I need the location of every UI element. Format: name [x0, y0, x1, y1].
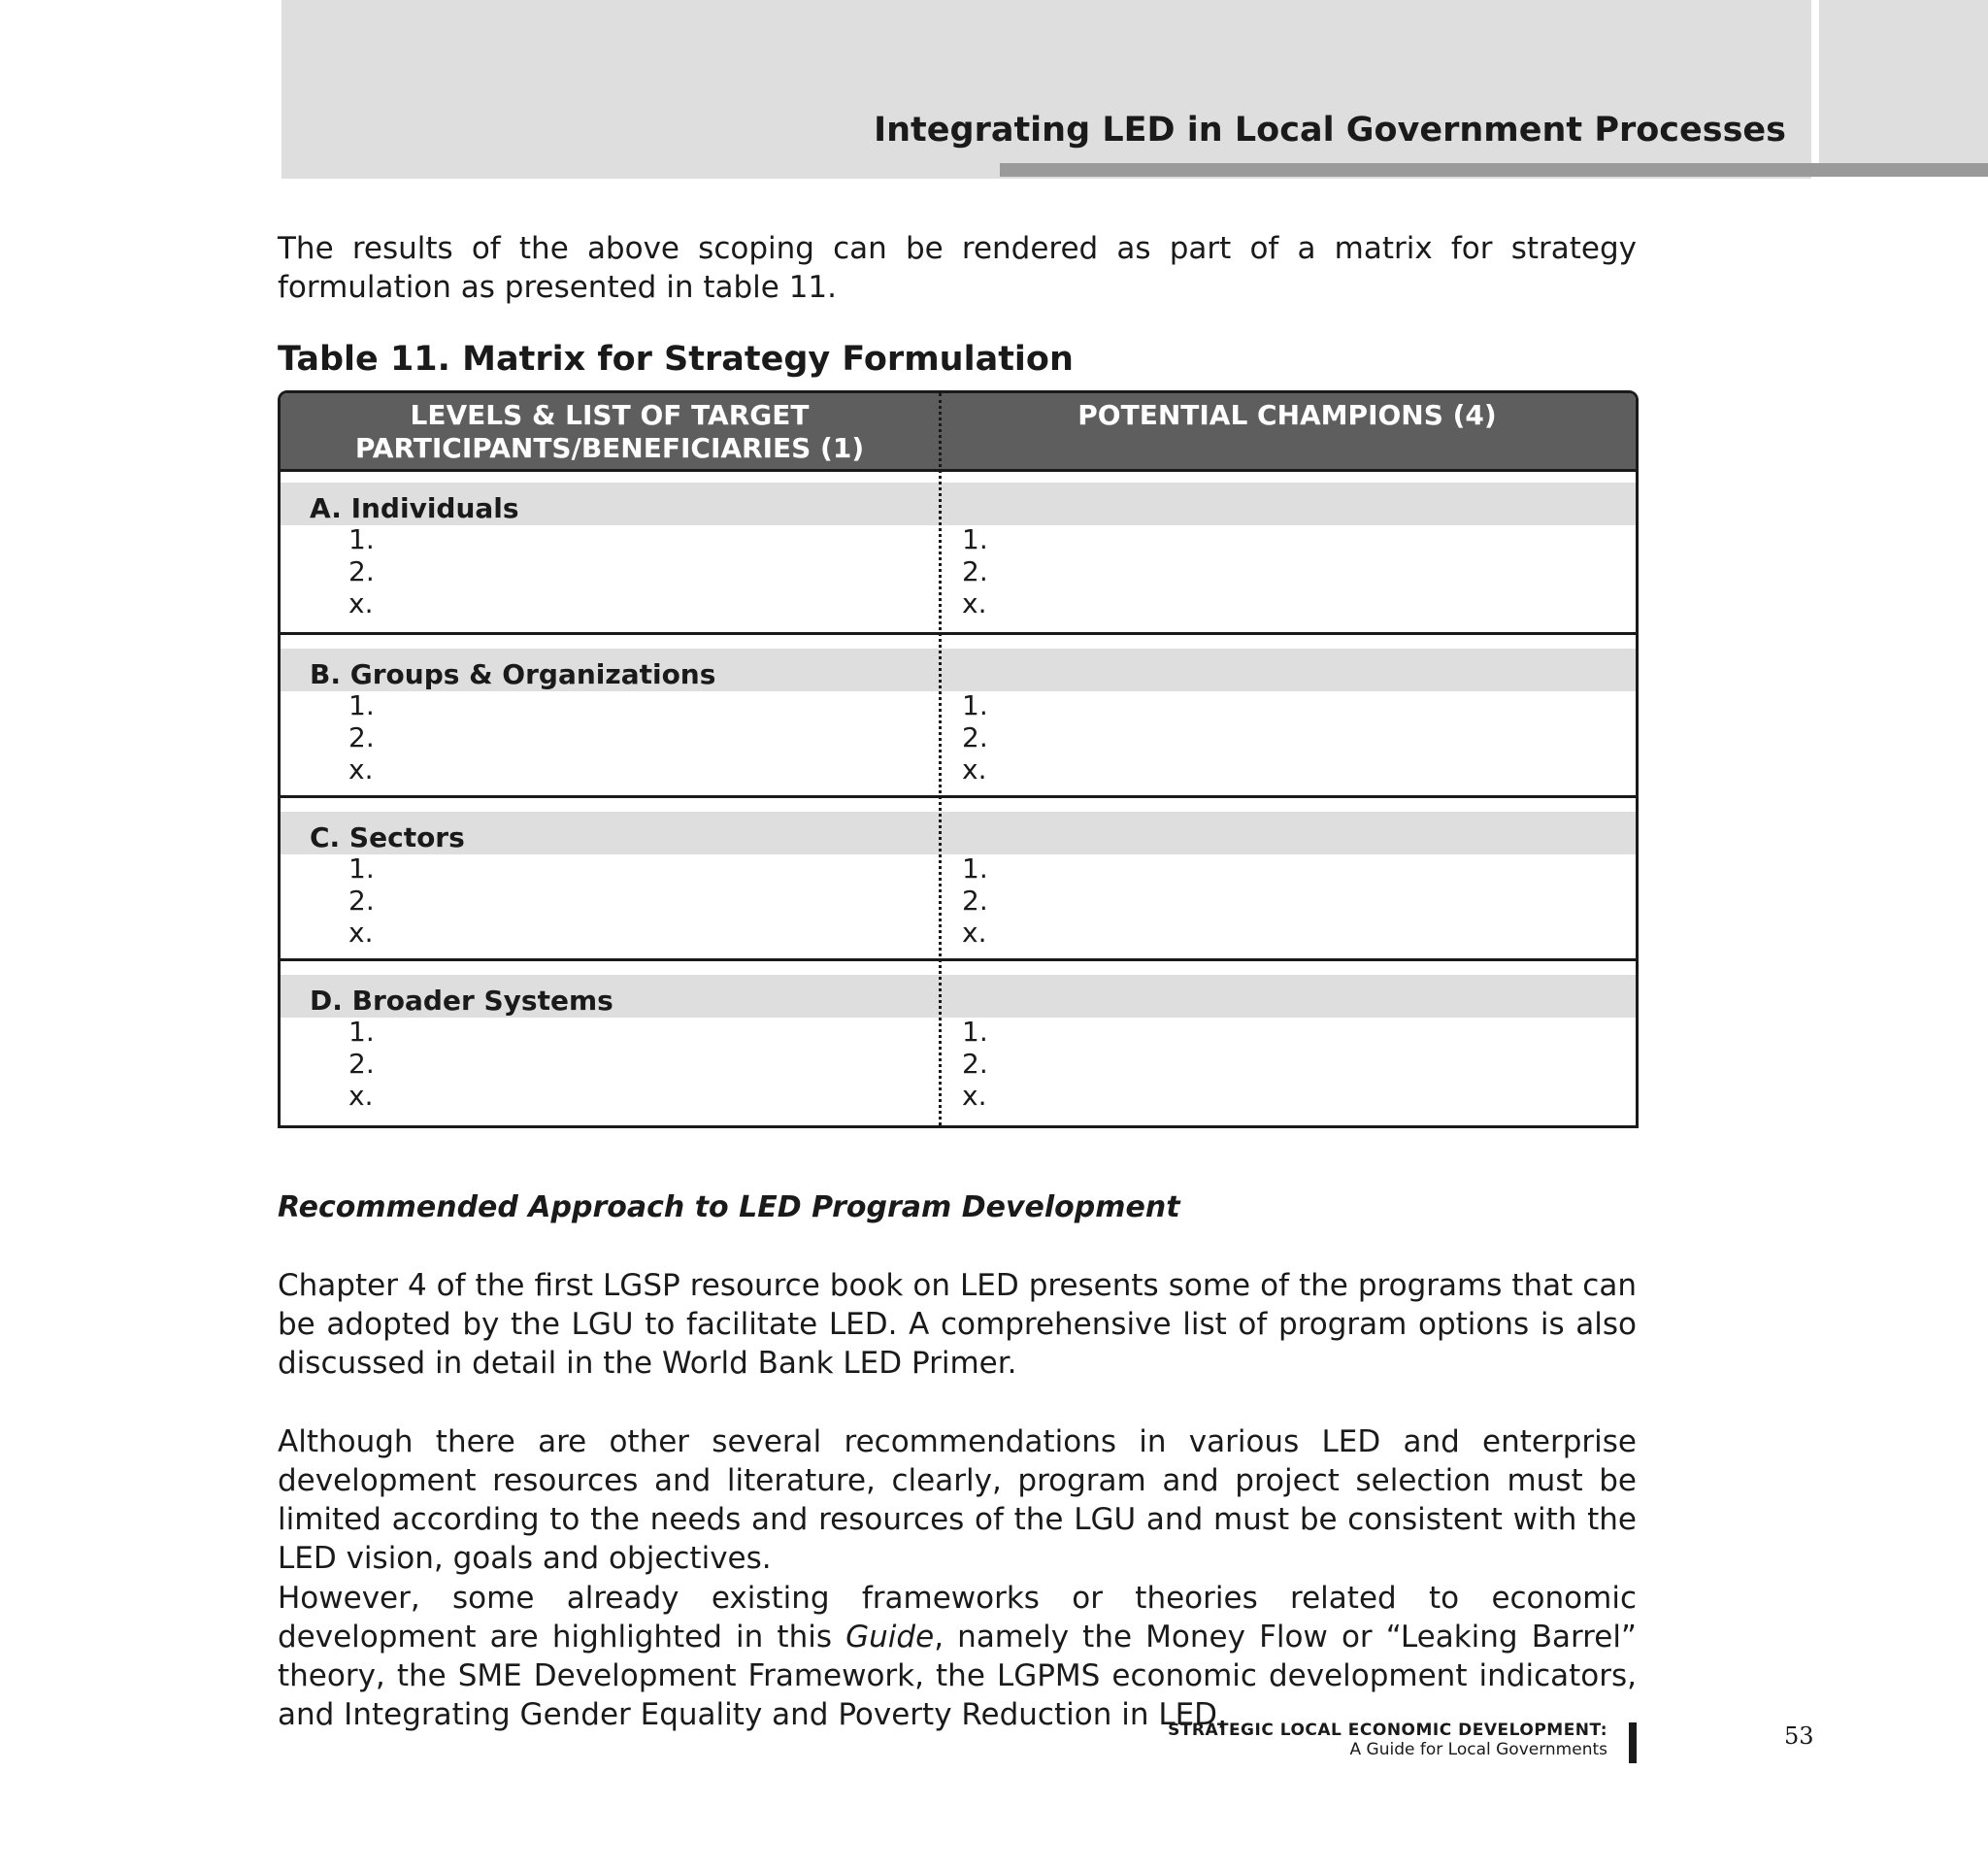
list-item: x.	[962, 753, 987, 786]
header-strip	[1819, 0, 1988, 163]
paragraph-2: Although there are other several recommendations in various LED and enterprise development resources and literature, clearly, program and project selection must be limited according to the needs and resources of the LGU and must be consistent with the LED vision, goals and objectives.	[278, 1424, 1637, 1576]
paragraph-3-italic: Guide	[845, 1620, 935, 1655]
section-subheading: Recommended Approach to LED Program Development	[278, 1190, 1180, 1224]
list-item: x.	[348, 917, 374, 949]
list-item: 1.	[962, 689, 988, 721]
column-header-champions: POTENTIAL CHAMPIONS (4)	[1077, 399, 1497, 431]
footer-subtitle: A Guide for Local Governments	[1349, 1740, 1607, 1759]
champion-list	[962, 523, 988, 619]
footer-bar	[1629, 1722, 1637, 1763]
champion-list	[962, 1016, 988, 1112]
list-item: 1.	[348, 523, 375, 555]
strategy-matrix-table	[278, 390, 1639, 1128]
list-item: x.	[962, 587, 987, 619]
list-item: 1.	[962, 1016, 988, 1048]
header-band	[282, 0, 1811, 179]
table-section-broader-systems	[281, 958, 1636, 1124]
list-item: 1.	[348, 852, 375, 885]
paragraph-3-text-a: However, some already existing frameworks or theories related to economic development are highlighted in this	[278, 1581, 1637, 1655]
table-section-sectors	[281, 795, 1636, 961]
participant-list	[348, 1016, 375, 1112]
list-item: 2.	[962, 1048, 988, 1080]
participant-list	[348, 523, 375, 619]
paragraph-3-text-b: , namely the Money Flow or “Leaking Barrel” theory, the SME Development Framework, the LGPMS economic development indicators, and Integrating Gender Equality and Poverty Reduction in LED,	[278, 1620, 1637, 1732]
section-band	[281, 812, 1636, 854]
section-label: B. Groups & Organizations	[310, 658, 716, 690]
list-item: 2.	[962, 885, 988, 917]
section-label: A. Individuals	[310, 492, 519, 524]
participant-list	[348, 852, 375, 949]
list-item: x.	[348, 587, 374, 619]
list-item: 1.	[962, 852, 988, 885]
section-label: D. Broader Systems	[310, 985, 613, 1017]
champion-list	[962, 852, 988, 949]
list-item: 2.	[962, 555, 988, 587]
paragraph-1: Chapter 4 of the first LGSP resource book on LED presents some of the programs that can be adopted by the LGU to facilitate LED. A comprehensive list of program options is also discussed in detail in the World Bank LED Primer.	[278, 1268, 1637, 1381]
footer-book-title	[1168, 1721, 1607, 1759]
list-item: 2.	[962, 721, 988, 753]
champion-list	[962, 689, 988, 786]
list-item: 2.	[348, 721, 375, 753]
list-item: 1.	[348, 1016, 375, 1048]
list-item: x.	[962, 917, 987, 949]
participant-list	[348, 689, 375, 786]
column-header-participants: LEVELS & LIST OF TARGET PARTICIPANTS/BENEFICIARIES (1)	[354, 399, 865, 464]
header-rule	[1000, 163, 1988, 177]
list-item: x.	[962, 1080, 987, 1112]
list-item: 2.	[348, 555, 375, 587]
intro-paragraph: The results of the above scoping can be rendered as part of a matrix for strategy formulation as presented in table 11.	[278, 231, 1637, 305]
list-item: 2.	[348, 1048, 375, 1080]
list-item: x.	[348, 1080, 374, 1112]
list-item: 2.	[348, 885, 375, 917]
running-head: Integrating LED in Local Government Processes	[874, 111, 1786, 150]
table-section-groups	[281, 632, 1636, 798]
footer-title: STRATEGIC LOCAL ECONOMIC DEVELOPMENT:	[1168, 1721, 1607, 1740]
list-item: x.	[348, 753, 374, 786]
column-divider	[939, 393, 942, 1125]
list-item: 1.	[962, 523, 988, 555]
table-title: Table 11. Matrix for Strategy Formulation	[278, 340, 1074, 379]
paragraph-3	[278, 1579, 1637, 1734]
table-section-individuals	[281, 469, 1636, 632]
table-header-row	[281, 393, 1636, 472]
section-label: C. Sectors	[310, 821, 465, 853]
page-number: 53	[1784, 1722, 1814, 1750]
list-item: 1.	[348, 689, 375, 721]
